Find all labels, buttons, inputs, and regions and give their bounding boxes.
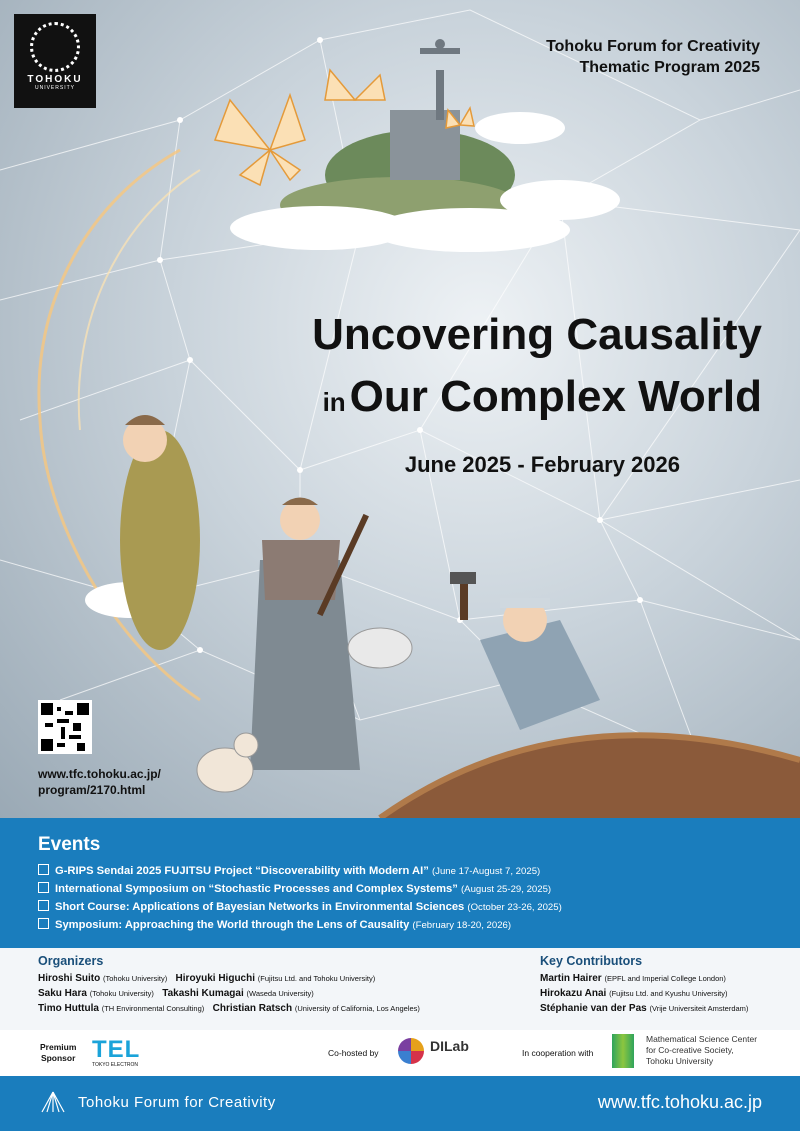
organizer-name: Takashi Kumagai (162, 988, 244, 999)
event-title: Symposium: Approaching the World through the Lens of Causality (55, 919, 410, 931)
event-date: (June 17-August 7, 2025) (431, 866, 541, 877)
contributor-name: Hirokazu Anai (540, 988, 607, 999)
figure-thinker (120, 415, 200, 650)
logo-sub: UNIVERSITY (34, 85, 75, 91)
organizer-name: Hiroshi Suito (38, 973, 101, 984)
organizer-row (38, 1003, 420, 1014)
footer (0, 1076, 800, 1131)
checkbox-icon (38, 882, 49, 893)
title-line-2 (0, 372, 762, 422)
qr-code[interactable] (38, 700, 92, 754)
mathccs-line-2: for Co-creative Society, (646, 1045, 734, 1055)
contributor-name: Stéphanie van der Pas (540, 1003, 647, 1014)
footer-org-name: Tohoku Forum for Creativity (78, 1094, 276, 1111)
organizer-affiliation: (Waseda University) (246, 989, 314, 998)
program-url[interactable] (38, 766, 161, 798)
premium-label-2: Sponsor (40, 1053, 76, 1063)
title-line-1: Uncovering Causality (312, 310, 762, 359)
event-date: (August 25-29, 2025) (460, 884, 552, 895)
contributor-row (540, 1003, 748, 1014)
organizer-name: Saku Hara (38, 988, 87, 999)
organizer-affiliation: (TH Environmental Consulting) (101, 1004, 205, 1013)
event-item (38, 882, 551, 895)
organizer-name: Christian Ratsch (212, 1003, 293, 1014)
dilab-logo-icon[interactable] (398, 1038, 424, 1064)
tfc-logo-icon (40, 1090, 66, 1114)
organizer-name: Timo Huttula (38, 1003, 99, 1014)
contributor-row (540, 988, 727, 999)
events-heading: Events (38, 834, 101, 855)
organizer-affiliation: (University of California, Los Angeles) (294, 1004, 420, 1013)
organizer-affiliation: (Fujitsu Ltd. and Tohoku University) (257, 974, 376, 983)
checkbox-icon (38, 864, 49, 875)
program-header (546, 36, 760, 78)
tel-logo[interactable]: TEL (92, 1036, 141, 1063)
people-section (0, 948, 800, 1030)
footer-url[interactable]: www.tfc.tohoku.ac.jp (597, 1092, 762, 1112)
tel-sub: TOKYO ELECTRON (92, 1062, 139, 1068)
premium-sponsor-label (40, 1042, 76, 1064)
cohosted-label: Co-hosted by (328, 1048, 379, 1058)
qr-code-icon (41, 703, 89, 751)
contributor-name: Martin Hairer (540, 973, 602, 984)
mathccs-line-1: Mathematical Science Center (646, 1034, 758, 1044)
mathccs-line-3: Tohoku University (646, 1056, 714, 1066)
organizer-row (38, 988, 314, 999)
checkbox-icon (38, 900, 49, 911)
organizer-name: Hiroyuki Higuchi (175, 973, 255, 984)
contributor-affiliation: (Fujitsu Ltd. and Kyushu University) (609, 989, 728, 998)
tohoku-university-logo (14, 14, 96, 108)
program-url-line-2: program/2170.html (38, 783, 146, 797)
organizer-affiliation: (Tohoku University) (103, 974, 168, 983)
program-dates: June 2025 - February 2026 (404, 452, 680, 477)
contributor-affiliation: (EPFL and Imperial College London) (604, 974, 726, 983)
header-line-2: Thematic Program 2025 (579, 59, 760, 76)
event-item (38, 918, 511, 931)
contributor-affiliation: (Vrije Universiteit Amsterdam) (649, 1004, 749, 1013)
event-date: (October 23-26, 2025) (467, 902, 562, 913)
organizers-heading: Organizers (38, 954, 104, 968)
organizer-affiliation: (Tohoku University) (89, 989, 154, 998)
contributors-heading: Key Contributors (540, 954, 643, 968)
program-url-line-1: www.tfc.tohoku.ac.jp/ (38, 767, 161, 781)
figure-craftsman (450, 572, 600, 730)
laurel-icon (30, 22, 80, 72)
title-in: in (322, 387, 346, 417)
checkbox-icon (38, 918, 49, 929)
event-date: (February 18-20, 2026) (412, 920, 512, 931)
sponsors-bar (0, 1030, 800, 1076)
cooperation-label: In cooperation with (522, 1048, 594, 1058)
mathccs-logo-icon[interactable] (612, 1034, 634, 1068)
logo-name: TOHOKU (27, 74, 83, 85)
event-title: International Symposium on “Stochastic Processes and Complex Systems” (55, 883, 458, 895)
event-item (38, 864, 540, 877)
dilab-name: DILab (430, 1038, 469, 1054)
figure-musician (250, 498, 369, 771)
event-title: G-RIPS Sendai 2025 FUJITSU Project “Discoverability with Modern AI” (55, 865, 429, 877)
header-line-1: Tohoku Forum for Creativity (546, 38, 760, 55)
event-title: Short Course: Applications of Bayesian Networks in Environmental Sciences (55, 901, 465, 913)
event-item (38, 900, 562, 913)
contributor-row (540, 973, 726, 984)
events-section (0, 818, 800, 948)
premium-label-1: Premium (40, 1042, 77, 1052)
mathccs-name (646, 1034, 757, 1067)
organizer-row (38, 973, 375, 984)
title-line-2-text: Our Complex World (349, 372, 762, 421)
